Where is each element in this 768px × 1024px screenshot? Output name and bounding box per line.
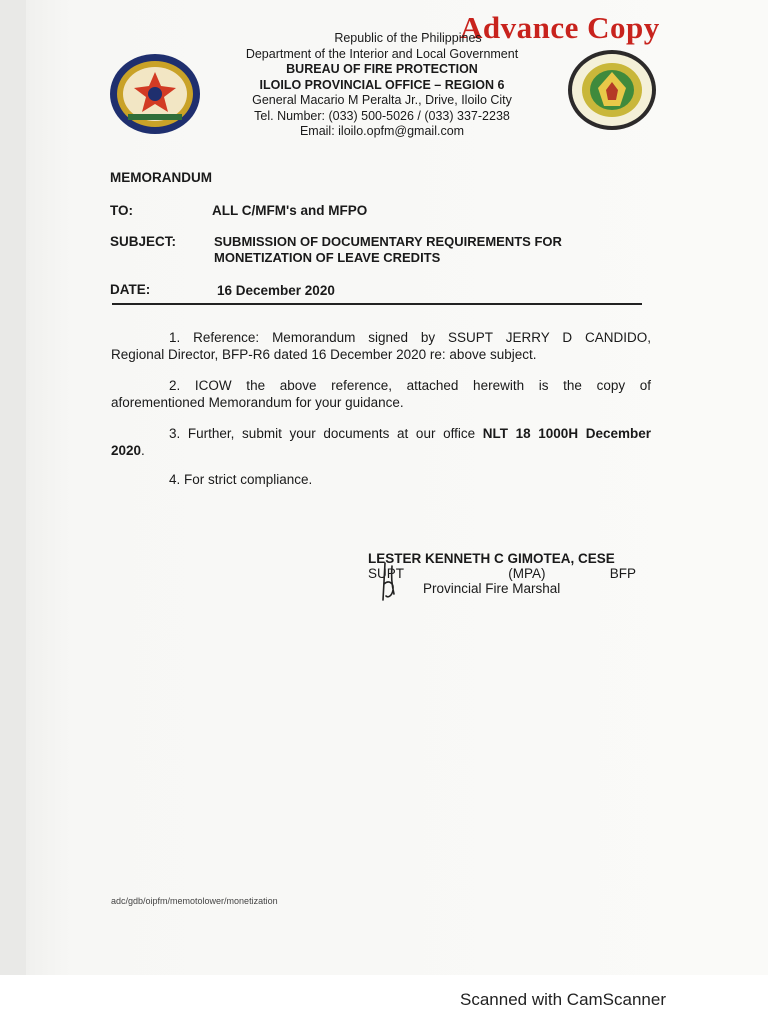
subject-line-1: SUBMISSION OF DOCUMENTARY REQUIREMENTS FOR — [214, 234, 562, 249]
subject-value — [214, 234, 562, 266]
to-value: ALL C/MFM's and MFPO — [212, 203, 368, 218]
dilg-seal-right-icon — [566, 48, 658, 132]
date-label: DATE: — [110, 282, 151, 297]
subject-line-2: MONETIZATION OF LEAVE CREDITS — [214, 250, 441, 265]
memo-title: MEMORANDUM — [110, 170, 212, 185]
bfp-seal-left-icon — [108, 52, 202, 136]
paragraph-3-lead: 3. Further, submit your documents at our office — [169, 426, 483, 441]
header-address: General Macario M Peralta Jr., Drive, Iloilo City — [252, 93, 512, 107]
handwritten-initial-icon — [376, 560, 402, 604]
signatory-service: (MPA) — [508, 566, 546, 581]
paragraph-1-line-2: Regional Director, BFP-R6 dated 16 December 2020 re: above subject. — [111, 347, 537, 362]
paragraph-3 — [111, 425, 651, 459]
header-department: Department of the Interior and Local Government — [245, 46, 519, 61]
header-divider — [112, 303, 642, 305]
paragraph-1-line-1: 1. Reference: Memorandum signed by SSUPT JERRY D CANDIDO, — [169, 330, 651, 345]
paragraph-3-end: . — [141, 443, 145, 458]
header-email: Email: iloilo.opfm@gmail.com — [299, 124, 465, 138]
paragraph-2 — [111, 377, 651, 411]
subject-label: SUBJECT: — [110, 234, 177, 249]
paragraph-3-deadline: NLT 18 1000H December — [482, 426, 651, 441]
header-republic: Republic of the Philippines — [334, 31, 482, 45]
scanner-watermark: Scanned with CamScanner — [460, 990, 667, 1009]
to-label: TO: — [110, 203, 133, 218]
signatory-unit: BFP — [609, 566, 636, 581]
reference-code: adc/gdb/oipfm/memotolower/monetization — [111, 896, 278, 906]
paragraph-3-line-2 — [111, 442, 651, 459]
signatory-block — [368, 551, 636, 596]
date-value: 16 December 2020 — [217, 283, 335, 298]
header-bureau: BUREAU OF FIRE PROTECTION — [286, 62, 478, 76]
signatory-rank: SUPT — [368, 566, 405, 581]
paragraph-1 — [111, 329, 651, 363]
paragraph-2-line-1: 2. ICOW the above reference, attached herewith is the copy of — [169, 378, 651, 393]
signatory-name: LESTER KENNETH C GIMOTEA, CESE — [368, 551, 615, 566]
header-office: ILOILO PROVINCIAL OFFICE – REGION 6 — [259, 77, 505, 92]
paragraph-2-line-2: aforementioned Memorandum for your guidance. — [111, 395, 404, 410]
paragraph-3-year: 2020 — [111, 443, 142, 458]
paragraph-4: 4. For strict compliance. — [169, 472, 313, 487]
signatory-position: Provincial Fire Marshal — [423, 581, 561, 596]
advance-copy-stamp: Advance Copy — [460, 10, 660, 45]
header-phone: Tel. Number: (033) 500-5026 / (033) 337-2238 — [254, 108, 510, 123]
letterhead — [222, 31, 542, 140]
document-page — [26, 0, 768, 975]
signatory-rank-line — [368, 566, 636, 581]
paragraph-3-line-1 — [111, 425, 651, 442]
